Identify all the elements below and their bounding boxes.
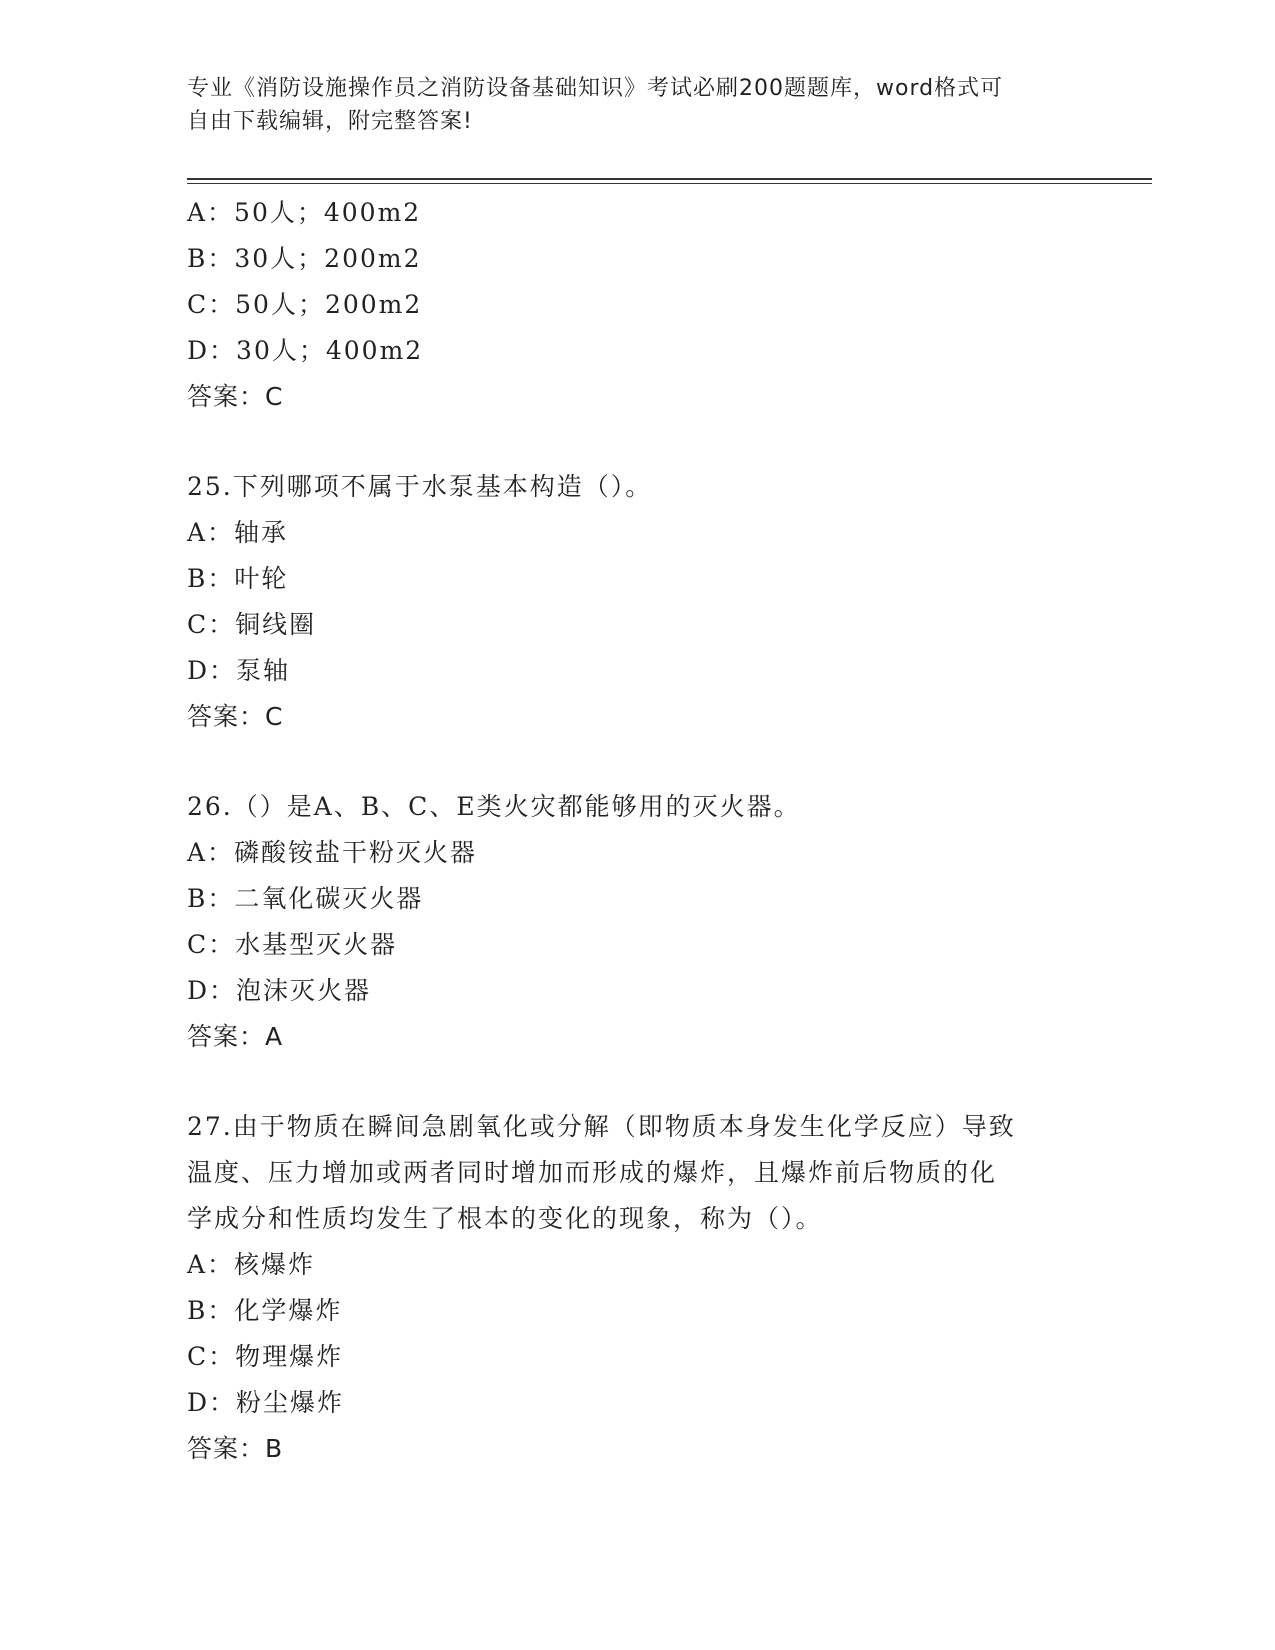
option-c: C：铜线圈 [187,610,317,639]
option-a: A：轴承 [187,518,289,547]
spacer [187,740,1087,784]
answer: 答案：B [187,1434,284,1463]
answer: 答案：C [187,382,284,411]
answer: 答案：C [187,702,284,731]
header-line-2: 自由下载编辑，附完整答案! [187,109,473,134]
header-rule-thin [187,183,1152,184]
question-text: 25.下列哪项不属于水泵基本构造（）。 [187,472,653,501]
option-b: B：30人；200m2 [187,244,422,273]
option-b: B：化学爆炸 [187,1296,343,1325]
option-d: D：30人；400m2 [187,336,424,365]
header-rule-thick [187,178,1152,180]
question-27 [187,1104,1087,1472]
question-text-line-1: 27.由于物质在瞬间急剧氧化或分解（即物质本身发生化学反应）导致 [187,1112,1016,1141]
spacer [187,1060,1087,1104]
question-24-continued [187,190,1087,420]
option-a: A：磷酸铵盐干粉灭火器 [187,838,478,867]
option-a: A：50人；400m2 [187,198,422,227]
option-c: C：50人；200m2 [187,290,423,319]
option-d: D：泵轴 [187,656,291,685]
option-c: C：水基型灭火器 [187,930,398,959]
question-list [187,190,1087,1472]
spacer [187,420,1087,464]
question-25 [187,464,1087,740]
question-26 [187,784,1087,1060]
option-d: D：粉尘爆炸 [187,1388,345,1417]
option-c: C：物理爆炸 [187,1342,344,1371]
question-text-line-3: 学成分和性质均发生了根本的变化的现象，称为（）。 [187,1204,823,1233]
option-a: A：核爆炸 [187,1250,316,1279]
option-b: B：二氧化碳灭火器 [187,884,424,913]
question-text-line-2: 温度、压力增加或两者同时增加而形成的爆炸，且爆炸前后物质的化 [187,1158,998,1187]
option-b: B：叶轮 [187,564,289,593]
document-header [187,72,1067,138]
header-line-1: 专业《消防设施操作员之消防设备基础知识》考试必刷200题题库，word格式可 [187,76,1004,101]
answer: 答案：A [187,1022,284,1051]
question-text: 26.（）是A、B、C、E类火灾都能够用的灭火器。 [187,792,801,821]
option-d: D：泡沫灭火器 [187,976,372,1005]
